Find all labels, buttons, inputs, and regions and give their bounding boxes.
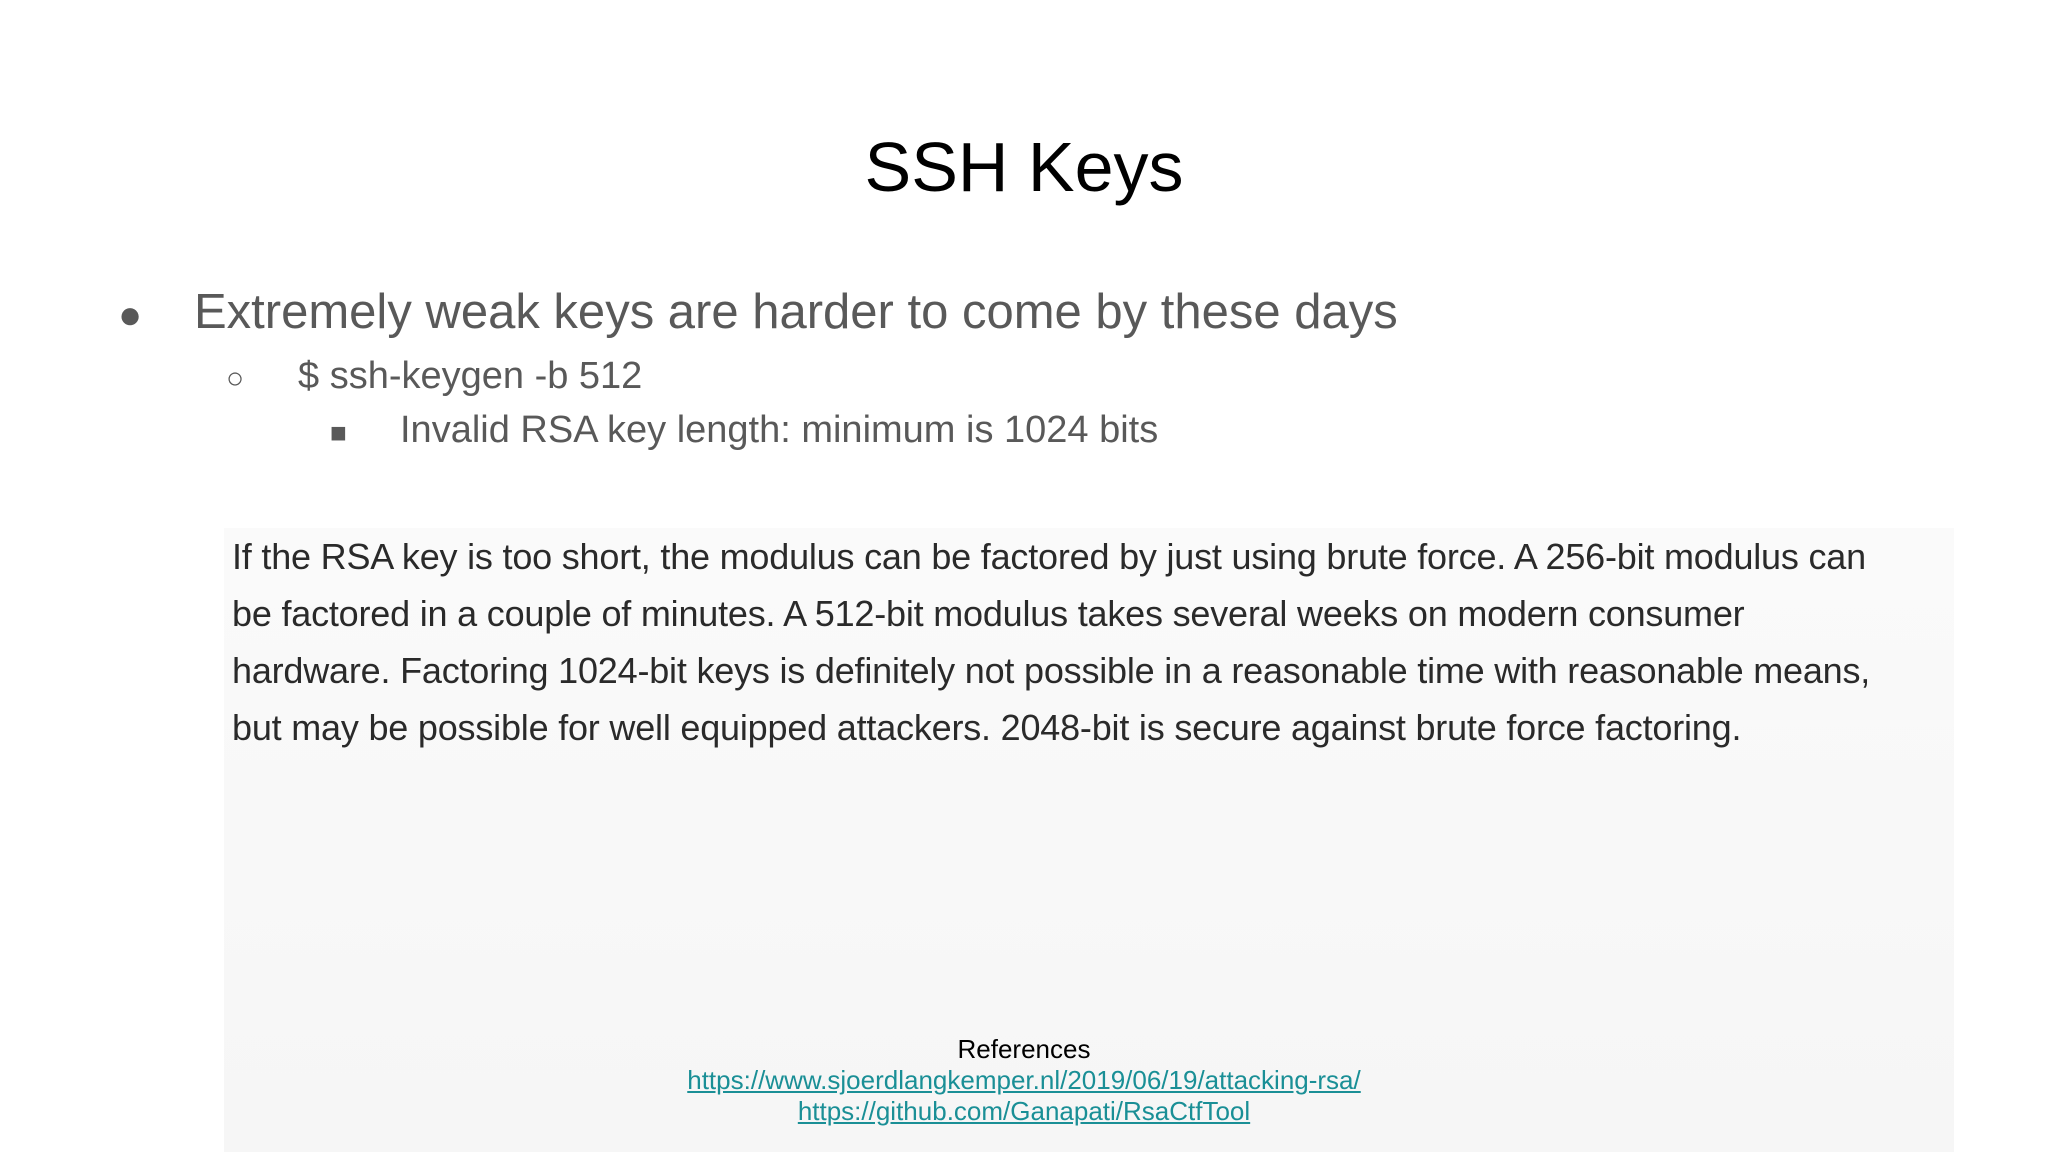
bullet-level-1 bbox=[118, 282, 1398, 345]
excerpt-text: If the RSA key is too short, the modulus can be factored by just using brute force. A 256-bit modulus can be factored in a couple of minutes. A 512-bit modulus takes several weeks on modern consumer hardware. Factoring 1024-bit keys is definitely not possible in a reasonable time with reasonable means, but may be possible for well equipped attackers. 2048-bit is secure against brute force factoring. bbox=[232, 536, 1871, 748]
reference-link-rsactftool[interactable]: https://github.com/Ganapati/RsaCtfTool bbox=[797, 1096, 1251, 1126]
bullet-level-2 bbox=[226, 354, 642, 401]
bullet-level-3-text: Invalid RSA key length: minimum is 1024 bits bbox=[400, 409, 1159, 451]
square-bullet-icon: ■ bbox=[330, 417, 347, 448]
hollow-circle-bullet-icon: ○ bbox=[226, 362, 245, 395]
bullet-level-2-text: $ ssh-keygen -b 512 bbox=[298, 355, 643, 397]
bullet-level-3 bbox=[330, 408, 1158, 455]
filled-circle-bullet-icon: ● bbox=[118, 293, 143, 337]
slide-title: SSH Keys bbox=[864, 128, 1184, 206]
references-title: References bbox=[957, 1034, 1091, 1064]
bullet-level-1-text: Extremely weak keys are harder to come by these days bbox=[194, 285, 1398, 339]
reference-link-attacking-rsa[interactable]: https://www.sjoerdlangkemper.nl/2019/06/19/attacking-rsa/ bbox=[687, 1065, 1361, 1095]
references bbox=[0, 1034, 2048, 1127]
